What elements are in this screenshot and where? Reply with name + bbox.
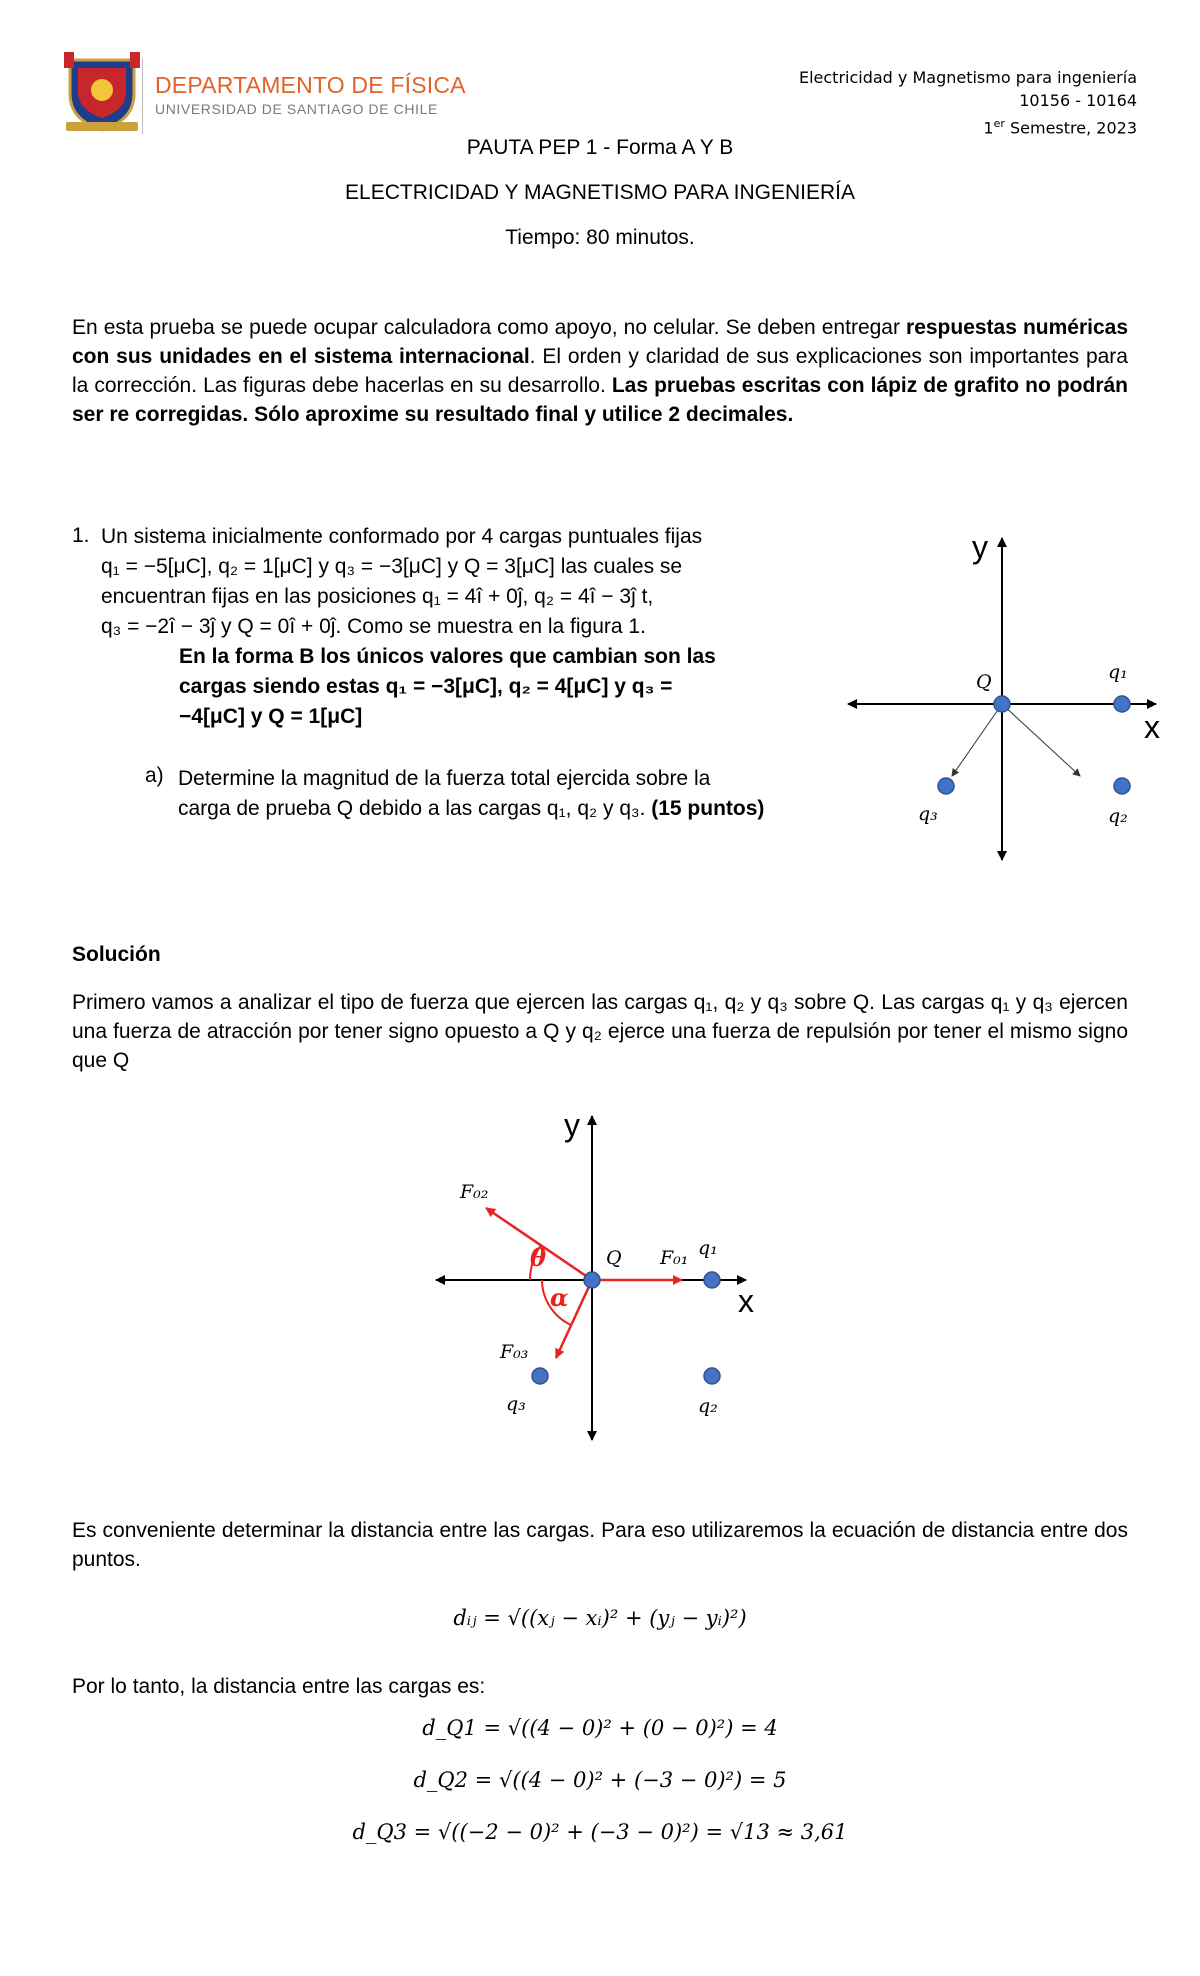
semester-sup: er xyxy=(993,117,1005,130)
instr-bold-1: respuestas numéricas con sus unidades en el sistema internacional xyxy=(72,316,1128,368)
distance-dQ1: d_Q1 = √((4 − 0)² + (0 − 0)²) = 4 xyxy=(422,1716,778,1740)
fig1-label-y: y xyxy=(972,529,988,565)
fig1-label-q3: q₃ xyxy=(918,803,938,825)
fig2-label-y: y xyxy=(564,1107,580,1143)
fig2-label-x: x xyxy=(738,1283,754,1319)
part-a-text xyxy=(178,764,818,824)
instr-text-2: . El orden y claridad de sus explicaciones son importantes para la corrección. Las figuras debe hacerlas en su desarrollo. xyxy=(72,345,1128,397)
distance-dQ3: d_Q3 = √((−2 − 0)² + (−3 − 0)²) = √13 ≈ 3,61 xyxy=(352,1820,848,1844)
problem-positions-b: q₃ = −2î − 3ĵ y Q = 0î + 0ĵ. Como se muestra en la figura 1. xyxy=(101,615,646,638)
fig2-label-F01: F₀₁ xyxy=(660,1247,689,1269)
solution-paragraph-2: Es conveniente determinar la distancia entre las cargas. Para eso utilizaremos la ecuación de distancia entre dos puntos. xyxy=(72,1519,1128,1571)
fig1-point-q3 xyxy=(938,778,954,794)
instructions xyxy=(72,313,1128,429)
form-b-line-2: cargas siendo estas q₁ = −3[μC], q₂ = 4[μC] y q₃ = xyxy=(179,675,673,698)
course-codes: 10156 - 10164 xyxy=(1019,91,1137,110)
fig2-point-q3 xyxy=(532,1368,548,1384)
fig2-label-q3: q₃ xyxy=(506,1393,526,1415)
fig2-label-F03: F₀₃ xyxy=(500,1341,529,1363)
problem-charges: q₁ = −5[μC], q₂ = 1[μC] y q₃ = −3[μC] y Q = 3[μC] las cuales se xyxy=(101,555,683,578)
semester-text: Semestre, 2023 xyxy=(1004,118,1137,138)
fig1-vector-q3 xyxy=(952,704,1002,776)
fig1-label-q1: q₁ xyxy=(1108,661,1128,683)
part-a-label: a) xyxy=(145,764,164,787)
fig2-point-Q xyxy=(584,1272,600,1288)
form-b-line-3: −4[μC] y Q = 1[μC] xyxy=(179,705,363,728)
fig2-point-q1 xyxy=(704,1272,720,1288)
part-a-line-1: Determine la magnitud de la fuerza total ejercida sobre la xyxy=(178,767,711,790)
fig2-point-q2 xyxy=(704,1368,720,1384)
fig1-label-q2: q₂ xyxy=(1108,805,1128,827)
exam-time: Tiempo: 80 minutos. xyxy=(505,226,695,249)
fig2-label-Q: Q xyxy=(606,1247,622,1269)
solution-paragraph-3: Por lo tanto, la distancia entre las cargas es: xyxy=(72,1675,486,1698)
distance-dQ2: d_Q2 = √((4 − 0)² + (−3 − 0)²) = 5 xyxy=(413,1768,787,1792)
part-a-line-2-text: carga de prueba Q debido a las cargas q₁, q₂ y q₃. xyxy=(178,797,652,820)
problem-number: 1. xyxy=(72,524,90,547)
fig2-label-q2: q₂ xyxy=(698,1395,718,1417)
problem-positions-a: encuentran fijas en las posiciones q₁ = 4î + 0ĵ, q₂ = 4î − 3ĵ t, xyxy=(101,585,654,608)
header-divider xyxy=(142,58,143,134)
university-name: UNIVERSIDAD DE SANTIAGO DE CHILE xyxy=(155,101,438,117)
semester-number: 1 xyxy=(983,118,994,138)
fig2-label-theta: θ xyxy=(530,1243,547,1272)
department-name: DEPARTAMENTO DE FÍSICA xyxy=(155,72,466,98)
exam-title: PAUTA PEP 1 - Forma A Y B xyxy=(466,136,734,159)
instr-text-1: En esta prueba se puede ocupar calculadora como apoyo, no celular. Se deben entregar xyxy=(72,316,907,339)
course-heading: ELECTRICIDAD Y MAGNETISMO PARA INGENIERÍA xyxy=(345,181,855,204)
distance-formula: dᵢⱼ = √((xⱼ − xᵢ)² + (yⱼ − yᵢ)²) xyxy=(453,1606,747,1630)
fig1-label-Q: Q xyxy=(976,671,992,693)
university-logo xyxy=(62,52,142,134)
fig2-label-F02: F₀₂ xyxy=(460,1181,489,1203)
solution-heading: Solución xyxy=(72,943,161,966)
fig1-point-q2 xyxy=(1114,778,1130,794)
problem-line-1: Un sistema inicialmente conformado por 4 cargas puntuales fijas xyxy=(101,525,703,548)
part-a-line-2 xyxy=(178,794,818,824)
fig1-vector-q2 xyxy=(1002,704,1080,776)
form-b-line-1: En la forma B los únicos valores que cambian son las xyxy=(179,645,716,668)
problem-statement xyxy=(101,522,817,732)
course-info xyxy=(799,66,1137,139)
fig2-label-alpha: α xyxy=(550,1283,569,1312)
solution-paragraph-1: Primero vamos a analizar el tipo de fuerza que ejercen las cargas q₁, q₂ y q₃ sobre Q. Las cargas q₁ y q₃ ejercen una fuerza de atracción por tener signo opuesto a Q y q₂ ejerce una fuerza de repulsión por tener el mismo signo que Q xyxy=(72,991,1128,1072)
fig1-point-q1 xyxy=(1114,696,1130,712)
part-a-points: (15 puntos) xyxy=(651,797,765,820)
figure-1 xyxy=(840,528,1180,868)
course-title: Electricidad y Magnetismo para ingeniería xyxy=(798,68,1137,87)
instr-bold-2: Las pruebas escritas con lápiz de grafito no podrán ser re corregidas. Sólo aproxime su resultado final y utilice 2 decimales. xyxy=(72,374,1129,426)
figure-2 xyxy=(424,1104,784,1454)
fig1-point-Q xyxy=(994,696,1010,712)
fig2-label-q1: q₁ xyxy=(698,1237,718,1259)
fig1-label-x: x xyxy=(1144,709,1160,745)
